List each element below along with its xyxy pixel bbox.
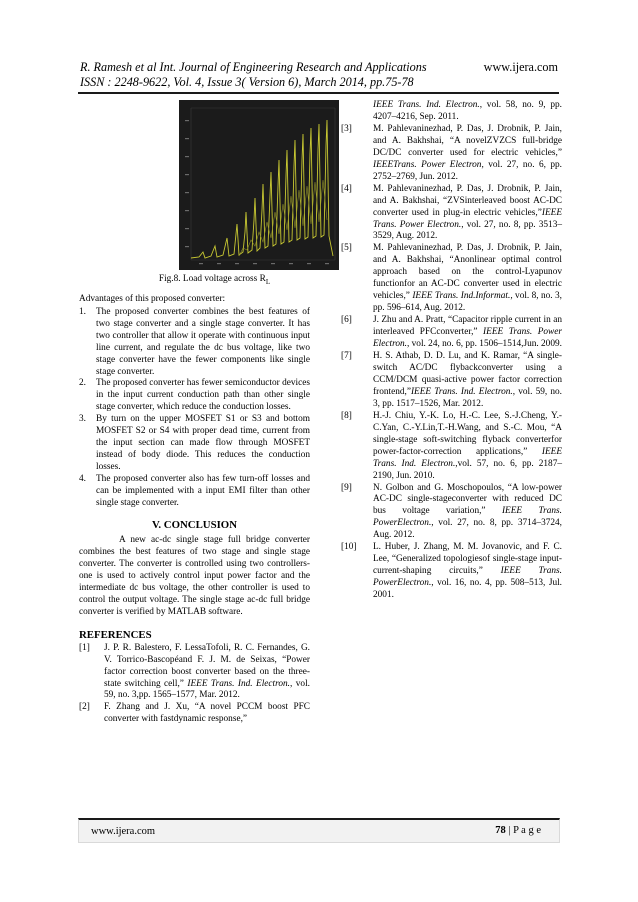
reference-number: [5] — [341, 243, 352, 254]
reference-number: [6] — [341, 315, 352, 326]
footer-site-link[interactable]: www.ijera.com — [91, 826, 156, 837]
advantages-intro: Advantages of this proposed converter: — [79, 293, 226, 304]
header-rule — [78, 92, 559, 94]
references-heading: REFERENCES — [79, 628, 152, 641]
reference-number: [4] — [341, 183, 352, 194]
list-item-text: By turn on the upper MOSFET S1 or S3 and bottom MOSFET S2 or S4 with proper dead time, current from the input section can made flow through MOSFET instead of body diode. This reduces the conduction losses. — [96, 414, 310, 473]
reference-details: , vol. 58, no. 9, pp. 4207–4216, Sep. 2011. — [373, 100, 562, 122]
page-footer — [78, 818, 560, 843]
figure-caption-text: Fig.8. Load voltage across R — [158, 274, 266, 284]
reference-details: , vol. 59, no. 3, pp. 1517–1526, Mar. 2012. — [373, 386, 562, 409]
reference-number-empty — [341, 100, 373, 124]
reference-authors-title: N. Golbon and G. Moschopoulos, “A low-power AC-DC single-stageconverter with reduced DC bus voltage variation,” — [373, 482, 562, 517]
conclusion-heading: V. CONCLUSION — [152, 518, 237, 531]
reference-authors-title: M. Pahlevaninezhad, P. Das, J. Drobnik, P. Jain, and A. Bakhshai, “ZVSinterleaved boost AC-DC converter used in plug-in electric vehicles,” — [373, 183, 562, 218]
reference-text — [373, 411, 562, 483]
reference-authors-title: M. Pahlevaninezhad, P. Das, J. Drobnik, P. Jain, and A. Bakhshai, “Anonlinear optimal control approach based on the control-Lyapunov functionfor an AC-DC converter used in electric vehicles,” — [373, 243, 562, 302]
list-item — [79, 378, 310, 414]
list-item — [79, 414, 310, 474]
reference-number: [8] — [341, 410, 352, 421]
reference-journal: IEEE Trans. Ind. Electron. — [187, 678, 291, 689]
figure-caption — [79, 274, 310, 289]
list-item-number: 1. — [79, 306, 86, 317]
reference-number: [3] — [341, 123, 352, 134]
list-item — [79, 474, 310, 510]
reference-item — [341, 411, 562, 483]
reference-text — [373, 184, 562, 244]
reference-text — [104, 643, 310, 703]
reference-details: , vol. 24, no. 6, pp. 1506–1514,Jun. 2009. — [407, 339, 562, 350]
reference-item — [341, 351, 562, 411]
list-item-text: The proposed converter has fewer semiconductor devices in the input current conduction path than other single stage converter, which reduce the conduction losses. — [96, 378, 310, 413]
reference-details: , vol. 59, no. 3,pp. 1565–1577, Mar. 2012. — [104, 678, 310, 701]
header-site-link[interactable]: www.ijera.com — [483, 60, 558, 74]
reference-item-continued — [341, 100, 562, 124]
reference-details: vol. 27, no. 6, pp. 2752–2769, Jun. 2012. — [373, 159, 562, 182]
reference-number: [2] — [79, 702, 90, 713]
list-item-text: The proposed converter also has few turn-off losses and can be implemented with a input EMI filter than other single stage converter. — [96, 474, 310, 509]
advantages-list — [79, 307, 310, 510]
reference-text — [373, 542, 562, 602]
reference-text — [373, 100, 562, 124]
conclusion-text: A new ac-dc single stage full bridge converter combines the best features of two stage and single stage converter. The converter is controlled using two controllers- one is used to actively control input power factor and the intermediate dc bus voltage, the other controller is used to control the output voltage. The single stage ac-dc full bridge converter is verified by MATLAB software. — [79, 534, 310, 617]
reference-journal: IEEE Trans. Ind.Informat. — [412, 291, 511, 302]
reference-authors-title: M. Pahlevaninezhad, P. Das, J. Drobnik, P. Jain, and A. Bakhshai, “A novelZVZCS full-bridge DC/DC converter used for electric vehicles,” — [373, 123, 562, 158]
load-voltage-figure — [179, 100, 339, 270]
reference-item — [79, 702, 310, 726]
reference-journal: IEEE Trans. Ind. Electron. — [373, 100, 480, 110]
journal-header-line1: R. Ramesh et al Int. Journal of Engineering Research and Applications — [80, 60, 427, 74]
reference-number: [10] — [341, 542, 357, 553]
reference-authors-title: H.-J. Chiu, Y.-K. Lo, H.-C. Lee, S.-J.Cheng, Y.-C.Yan, C.-Y.Lin,T.-H.Wang, and S.-C. Mou, “A single-stage soft-switching flyback converterfor power-factor-correction applications,” — [373, 410, 562, 457]
list-item-text: The proposed converter combines the best features of two stage converter and a single stage converter. It has two controller that allow it operate with continuous input line current, and regulate the dc bus voltage, like two stage converter have the fewer components like single stage converter. — [96, 306, 310, 377]
reference-details: , vol. 8, no. 3, pp. 596–614, Aug. 2012. — [373, 291, 562, 314]
reference-item — [341, 124, 562, 184]
reference-item — [341, 184, 562, 244]
reference-authors-title: J. P. R. Balestero, F. LessaTofoli, R. C. Fernandes, G. V. Torrico-Bascopéand F. J. M. de Seixas, “Power factor correction boost converter based on the three-state switching cell,” — [104, 642, 310, 689]
reference-journal: IEEE Trans. Power Electron. — [373, 327, 562, 350]
list-item-number: 4. — [79, 474, 86, 485]
journal-header-line2: ISSN : 2248-9622, Vol. 4, Issue 3( Version 6), March 2014, pp.75-78 — [80, 75, 414, 89]
reference-item — [79, 643, 310, 703]
reference-details: ,vol. 57, no. 6, pp. 2187–2190, Jun. 2010. — [373, 458, 563, 481]
reference-journal: IEEE Trans. Ind. Electron. — [373, 446, 562, 469]
reference-number: [9] — [341, 482, 352, 493]
footer-page-number — [495, 825, 541, 836]
reference-text — [373, 351, 562, 411]
reference-authors-title: H. S. Athab, D. D. Lu, and K. Ramar, “A single-switch AC/DC flybackconverter using a CCM/DCM quasi-active power factor correction frontend,” — [373, 351, 562, 397]
reference-authors-title: L. Huber, J. Zhang, M. M. Jovanovic, and F. C. Lee, “Generalized topologiesof single-stage input-current-shaping circuits,” — [373, 542, 562, 577]
reference-journal: IEEE Trans. PowerElectron. — [373, 566, 562, 589]
journal-header — [80, 60, 427, 90]
reference-authors-title: J. Zhu and A. Pratt, “Capacitor ripple current in an interleaved PFCconverter,” — [373, 315, 562, 338]
load-voltage-plot — [179, 100, 339, 270]
list-item-number: 3. — [79, 414, 86, 425]
figure-caption-subscript: L — [265, 277, 271, 286]
reference-details: , vol. 27, no. 8, pp. 3714–3724, Aug. 2012. — [373, 518, 562, 541]
reference-text — [373, 483, 562, 543]
reference-text — [373, 315, 562, 351]
reference-item — [341, 315, 562, 351]
reference-number: [1] — [79, 642, 90, 653]
reference-details: , vol. 16, no. 4, pp. 508–513, Jul. 2001. — [373, 578, 562, 601]
reference-journal: IEEE Trans. PowerElectron. — [373, 506, 562, 529]
page-word: | P a g e — [505, 825, 541, 836]
reference-item — [341, 542, 562, 602]
reference-number: [7] — [341, 351, 352, 362]
right-column — [341, 100, 562, 602]
left-column — [79, 100, 310, 726]
reference-details: , vol. 27, no. 8, pp. 3513–3529, Aug. 2012. — [373, 219, 562, 242]
reference-text — [373, 124, 562, 184]
reference-text — [373, 243, 562, 315]
list-item — [79, 307, 310, 379]
reference-journal: IEEETrans. Power Electron, — [373, 159, 484, 170]
reference-journal: IEEE Trans. Power Electron. — [373, 207, 562, 230]
reference-text: F. Zhang and J. Xu, “A novel PCCM boost PFC converter with fastdynamic response,” — [104, 702, 310, 725]
reference-item — [341, 243, 562, 315]
page-number: 78 — [495, 825, 506, 836]
list-item-number: 2. — [79, 378, 86, 389]
reference-journal: IEEE Trans. Ind. Electron. — [410, 386, 513, 397]
reference-item — [341, 483, 562, 543]
